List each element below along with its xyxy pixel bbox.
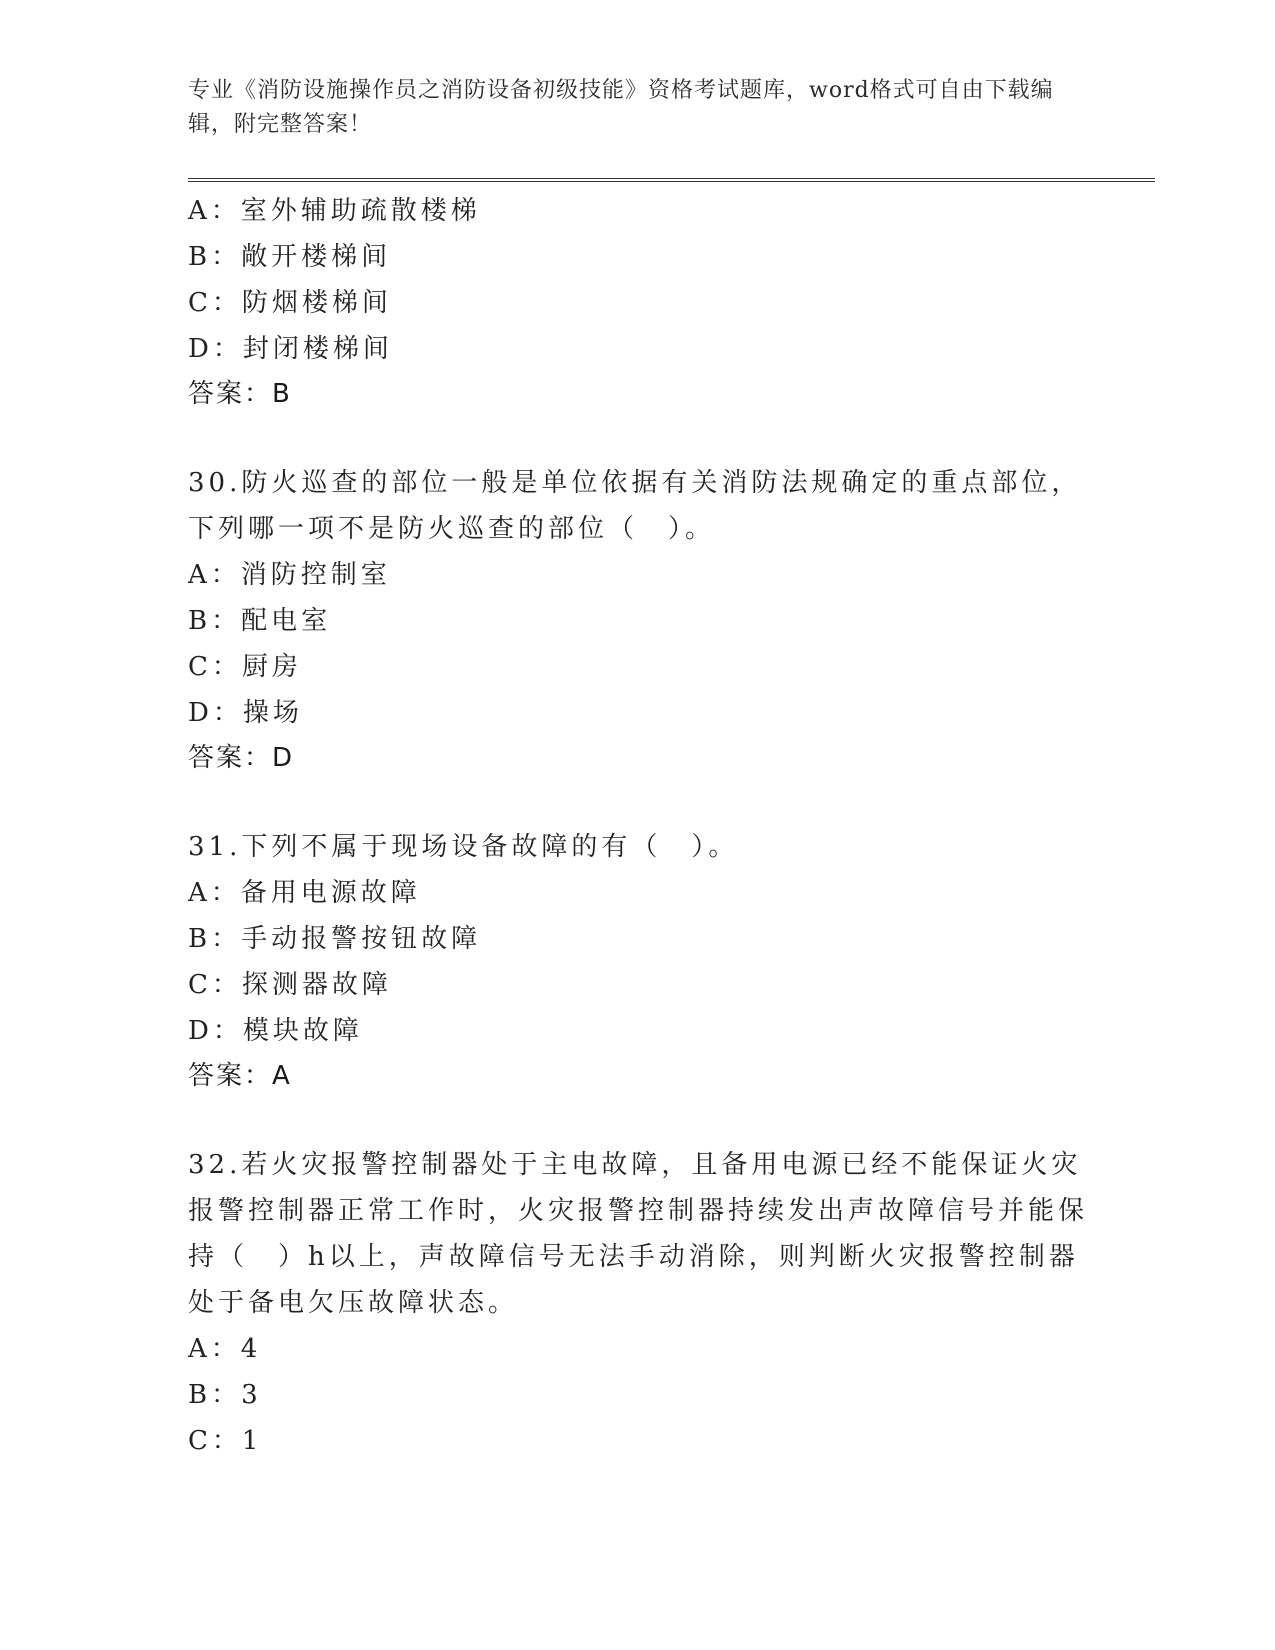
answer-line: 答案：D — [188, 743, 295, 773]
option-a: A：备用电源故障 — [188, 878, 421, 908]
question-block — [188, 824, 1088, 1098]
option-b: B：敞开楼梯间 — [188, 242, 392, 272]
option-c: C：防烟楼梯间 — [188, 288, 392, 318]
option-b: B：3 — [188, 1380, 262, 1410]
document-header: 专业《消防设施操作员之消防设备初级技能》资格考试题库，word格式可自由下载编辑，附完整答案！ — [188, 78, 1054, 137]
header-divider — [188, 178, 1155, 182]
question-block — [188, 188, 1088, 416]
option-a: A：室外辅助疏散楼梯 — [188, 196, 481, 226]
question-stem: 30.防火巡查的部位一般是单位依据有关消防法规确定的重点部位，下列哪一项不是防火巡查的部位（ ）。 — [188, 468, 1082, 544]
spacer — [188, 780, 1088, 824]
option-d: D：操场 — [188, 698, 303, 728]
spacer — [188, 1098, 1088, 1142]
option-a: A：4 — [188, 1334, 262, 1364]
option-b: B：手动报警按钮故障 — [188, 924, 482, 954]
question-stem: 32.若火灾报警控制器处于主电故障，且备用电源已经不能保证火灾报警控制器正常工作时，火灾报警控制器持续发出声故障信号并能保持（ ）h以上，声故障信号无法手动消除，则判断火灾报警控制器处于备电欠压故障状态。 — [188, 1150, 1089, 1318]
question-stem: 31.下列不属于现场设备故障的有（ ）。 — [188, 832, 739, 862]
option-b: B：配电室 — [188, 606, 332, 636]
option-d: D：封闭楼梯间 — [188, 334, 393, 364]
option-c: C：1 — [188, 1426, 263, 1456]
option-d: D：模块故障 — [188, 1016, 363, 1046]
spacer — [188, 416, 1088, 460]
option-a: A：消防控制室 — [188, 560, 391, 590]
question-block — [188, 460, 1088, 780]
answer-line: 答案：B — [188, 379, 292, 409]
question-list — [188, 188, 1088, 1464]
answer-line: 答案：A — [188, 1061, 292, 1091]
option-c: C：探测器故障 — [188, 970, 392, 1000]
question-block — [188, 1142, 1088, 1464]
option-c: C：厨房 — [188, 652, 302, 682]
